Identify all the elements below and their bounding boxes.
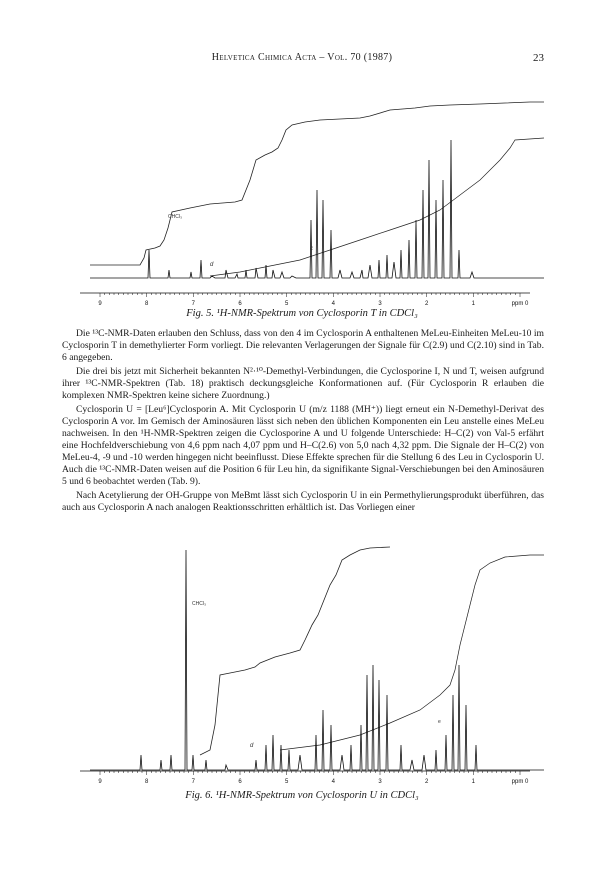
axis-tick-label: 3	[378, 779, 382, 785]
baseline-and-peaks	[90, 140, 544, 278]
second-integral-curve	[210, 138, 544, 276]
axis-tick-label: 5	[284, 301, 289, 307]
axis-tick-label: 7	[191, 779, 196, 785]
solvent-label: CHCl₃	[168, 214, 182, 220]
axis-tick-label: ppm 0	[511, 779, 529, 785]
nmr-spectrum-figure-6	[60, 545, 544, 785]
figure-5-caption: Fig. 5. ¹H-NMR-Spektrum von Cyclosporin T in CDCl₃	[186, 308, 418, 319]
axis-tick-label: ppm 0	[511, 301, 529, 307]
body-text	[62, 328, 544, 516]
nmr-spectrum-figure-5	[60, 100, 544, 290]
axis-tick-label: 8	[144, 779, 149, 785]
page-header	[60, 52, 544, 68]
axis-tick-label: 1	[471, 301, 476, 307]
axis-ticks	[98, 771, 529, 785]
ppm-axis-figure-6	[60, 768, 544, 790]
paragraph: Cyclosporin U = [Leu⁶]Cyclosporin A. Mit Cyclosporin U (m/z 1188 (MH⁺)) liegt erneut ein N-Demethyl-Derivat des Cyclosporin A vor. Im Gemisch der Aminosäuren lässt sich neben den üblichen Komponenten ein Leu anstelle eines MeLeu nachweisen. In den ¹H-NMR-Spektren zeigen die Cyclosporine A und U folgende Unterschiede: H–C(2) von Val-5 erfährt eine Hochfeldverschiebung von 4,6 ppm nach 4,07 ppm und H–C(2.6) von 5,0 nach 4,32 ppm. Die Signale der H–C(2) von MeLeu-4, -9 und -10 werden hingegen nicht beeinflusst. Diese Effekte sprechen für die Stellung 6 des Leu in Cyclosporin U. Auch die ¹³C-NMR-Daten weisen auf die Position 6 für Leu hin, da signifikante Signal-Verschiebungen bei den Aminosäuren 5 und 6 beobachtet werden (Tab. 9).	[62, 404, 544, 487]
axis-tick-label: 2	[424, 301, 429, 307]
axis-tick-label: 2	[424, 779, 429, 785]
axis-tick-label: 3	[378, 301, 382, 307]
solvent-label: CHCl₃	[192, 601, 206, 607]
axis-tick-label: 1	[471, 779, 476, 785]
second-integral-curve	[280, 555, 544, 750]
impurity-mark: e	[438, 719, 441, 725]
axis-tick-label: 6	[238, 301, 242, 307]
journal-title: Helvetica Chimica Acta – Vol. 70 (1987)	[211, 52, 393, 63]
integral-curve	[200, 547, 390, 755]
axis-tick-label: 9	[98, 779, 102, 785]
page-number: 23	[533, 52, 544, 64]
axis-ticks	[98, 293, 529, 307]
impurity-mark: d	[250, 743, 254, 749]
axis-tick-label: 7	[191, 301, 196, 307]
axis-tick-label: 5	[284, 779, 289, 785]
axis-tick-label: 4	[331, 779, 336, 785]
impurity-mark: d	[210, 262, 214, 268]
axis-tick-label: 8	[144, 301, 149, 307]
axis-tick-label: 4	[331, 301, 336, 307]
impurity-mark: c	[310, 246, 313, 252]
paragraph: Die ¹³C-NMR-Daten erlauben den Schluss, dass von den 4 im Cyclosporin A enthaltenen MeLeu-Einheiten MeLeu-10 im Cyclosporin T in demethylierter Form vorliegt. Die relevanten Verlagerungen der Signale für C(2.9) und C(2.10) sind in Tab. 6 angegeben.	[62, 328, 544, 363]
axis-tick-label: 6	[238, 779, 242, 785]
figure-6-caption: Fig. 6. ¹H-NMR-Spektrum von Cyclosporin U in CDCl₃	[185, 790, 419, 801]
paragraph: Die drei bis jetzt mit Sicherheit bekannten N²·¹⁰-Demethyl-Verbindungen, die Cyclosporine I, N und T, weisen aufgrund ihrer ¹³C-NMR-Spektren (Tab. 18) praktisch deckungsgleiche Konformationen auf. (Für Cyclosporin R erlauben die komplexen NMR-Spektren keine sichere Zuordnung.)	[62, 366, 544, 401]
paragraph: Nach Acetylierung der OH-Gruppe von MeBmt lässt sich Cyclosporin U in ein Permethylierungsprodukt überführen, das auch aus Cyclosporin A nach analogen Reaktionsschritten erhältlich ist. Das Vorliegen einer	[62, 490, 544, 513]
axis-tick-label: 9	[98, 301, 102, 307]
